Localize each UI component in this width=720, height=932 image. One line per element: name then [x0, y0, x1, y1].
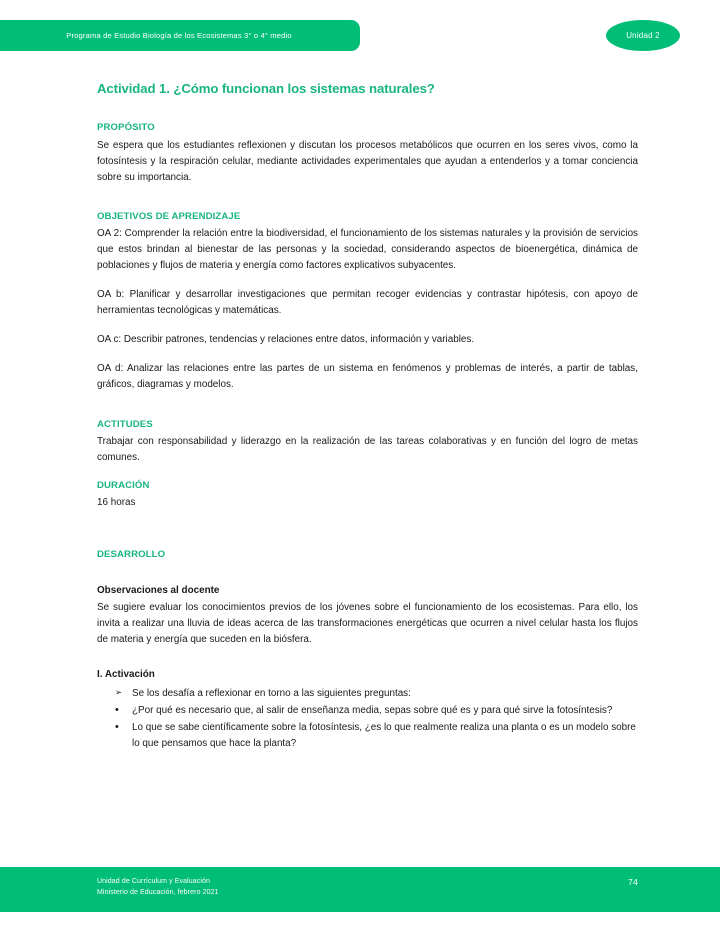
list-item-label: Se los desafía a reflexionar en torno a las siguientes preguntas: — [132, 687, 411, 699]
footer-organization — [97, 877, 219, 899]
list-item — [97, 686, 638, 702]
dot-bullet-icon: • — [115, 703, 119, 716]
activacion-heading: I. Activación — [97, 668, 155, 680]
proposito-text: Se espera que los estudiantes reflexionen y discutan los procesos metabólicos que ocurren en los seres vivos, como la fotosíntesis y la respiración celular, mediante actividades experimentales que ayudan a entenderlos y a tomar conciencia sobre su importancia. — [97, 139, 638, 183]
page-title: Actividad 1. ¿Cómo funcionan los sistemas naturales? — [97, 81, 435, 96]
section-heading-proposito: PROPÓSITO — [97, 122, 155, 134]
spacer — [97, 512, 638, 548]
dot-bullet-icon: • — [115, 720, 119, 733]
spacer — [97, 199, 638, 210]
footer-line-1: Unidad de Currículum y Evaluación — [97, 878, 211, 885]
list-item-label: ¿Por qué es necesario que, al salir de enseñanza media, sepas sobre qué es y para qué sirve la fotosíntesis? — [132, 704, 613, 716]
program-banner-label: Programa de Estudio Biología de los Ecosistemas 3° o 4° medio — [66, 31, 292, 40]
footer-content — [97, 877, 638, 899]
arrow-bullet-icon: ➢ — [115, 686, 123, 697]
observaciones-text: Se sugiere evaluar los conocimientos previos de los jóvenes sobre el funcionamiento de los ecosistemas. Para ello, los invita a realizar una lluvia de ideas acerca de las transformaciones energéticas que ocurren a nivel celular hasta los flujos de materia y energía que suceden en la biósfera. — [97, 601, 638, 645]
observaciones-heading: Observaciones al docente — [97, 584, 220, 596]
objetivo-oa2: OA 2: Comprender la relación entre la biodiversidad, el funcionamiento de los sistemas naturales y la provisión de servicios que estos brindan al bienestar de las personas y la sociedad, considerando aspectos de bioenergética, dinámica de poblaciones y flujos de materia y energía como factores explicativos subyacentes. — [97, 228, 638, 272]
section-heading-duracion: DURACIÓN — [97, 480, 150, 492]
section-heading-objetivos: OBJETIVOS DE APRENDIZAJE — [97, 210, 241, 222]
list-item-label: Lo que se sabe científicamente sobre la fotosíntesis, ¿es lo que realmente realiza una planta o es un modelo sobre lo que pensamos que hace la planta? — [132, 721, 636, 749]
page-number: 74 — [628, 877, 638, 887]
actitudes-text: Trabajar con responsabilidad y liderazgo en la realización de las tareas colaborativas y en función del logro de metas comunes. — [97, 435, 638, 463]
page-footer — [0, 867, 720, 912]
section-heading-desarrollo: DESARROLLO — [97, 548, 166, 560]
list-item — [97, 703, 638, 719]
section-heading-actitudes: ACTITUDES — [97, 418, 153, 430]
objetivo-oac: OA c: Describir patrones, tendencias y relaciones entre datos, información y variables. — [97, 334, 475, 346]
unit-badge — [606, 20, 680, 51]
unit-badge-label: Unidad 2 — [626, 31, 660, 40]
spacer — [97, 407, 638, 418]
footer-line-2: Ministerio de Educación, febrero 2021 — [97, 888, 219, 896]
document-body — [97, 80, 638, 753]
list-item — [97, 720, 638, 752]
page-header — [0, 20, 720, 51]
program-banner — [0, 20, 360, 51]
duracion-text: 16 horas — [97, 497, 136, 509]
spacer — [97, 648, 638, 668]
activacion-question-list — [97, 686, 638, 752]
spacer — [97, 564, 638, 584]
objetivo-oad: OA d: Analizar las relaciones entre las partes de un sistema en fenómenos y problemas de interés, a partir de tablas, gráficos, diagramas y modelos. — [97, 363, 638, 391]
objetivo-oab: OA b: Planificar y desarrollar investigaciones que permitan recoger evidencias y contrastar hipótesis, con apoyo de herramientas tecnológicas y matemáticas. — [97, 289, 638, 317]
